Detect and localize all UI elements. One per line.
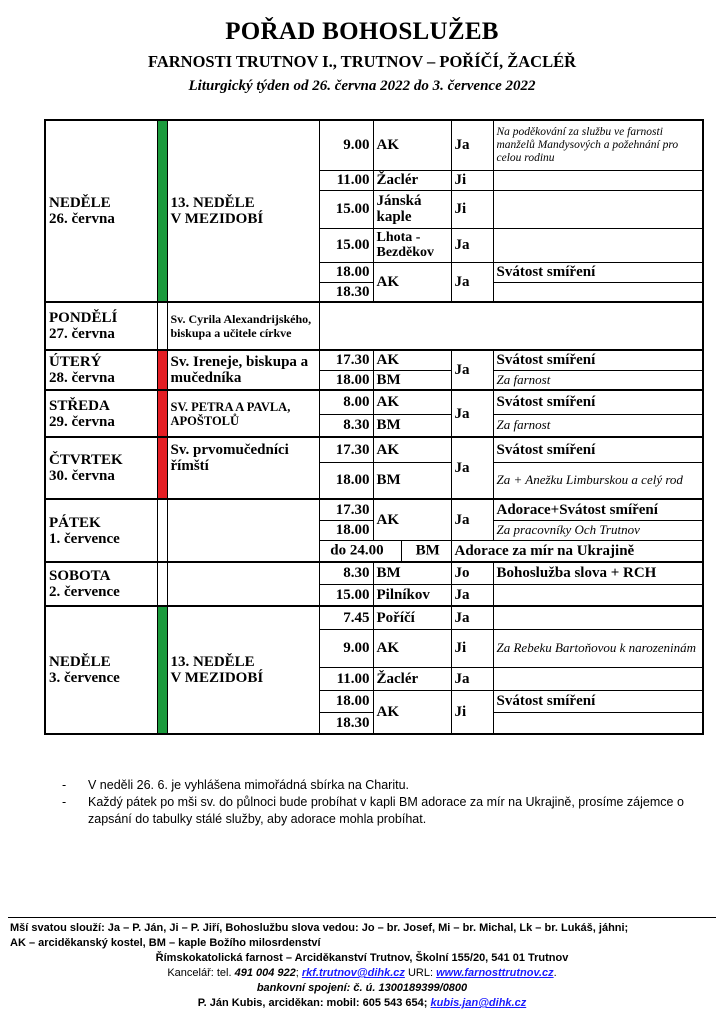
table-row <box>45 606 703 629</box>
day-cell: ČTVRTEK 30. června <box>45 437 157 499</box>
priest-cell: Ja <box>451 584 493 606</box>
time-cell: 18.00 <box>319 520 373 540</box>
liturgical-color <box>157 302 167 350</box>
time-cell: 17.30 <box>319 499 373 520</box>
intention-cell: Adorace+Svátost smíření <box>493 499 703 520</box>
time-cell: 18.00 <box>319 262 373 282</box>
feast-cell: Sv. prvomučedníci římští <box>167 437 319 499</box>
priest-cell: Ja <box>451 499 493 540</box>
footer-priest-contact: P. Ján Kubis, arciděkan: mobil: 605 543 654; kubis.jan@dihk.cz <box>197 997 527 1009</box>
liturgical-color <box>157 499 167 562</box>
place-cell: BM <box>373 562 451 584</box>
time-cell: 18.30 <box>319 282 373 302</box>
intention-cell: Za farnost <box>493 370 703 390</box>
intention-cell: Za pracovníky Och Trutnov <box>493 520 703 540</box>
place-cell: AK <box>373 690 451 734</box>
intention-cell: Za Rebeku Bartoňovou k narozeninám <box>493 629 703 667</box>
time-cell: 18.00 <box>319 462 373 499</box>
intention-cell: Adorace za mír na Ukrajině <box>451 540 703 562</box>
day-cell: SOBOTA 2. července <box>45 562 157 606</box>
feast-cell: SV. PETRA A PAVLA, APOŠTOLŮ <box>167 390 319 437</box>
feast-cell: 13. NEDĚLE V MEZIDOBÍ <box>167 606 319 734</box>
footer-office-contact: Kancelář: tel. 491 004 922; rkf.trutnov@dihk.cz URL: www.farnosttrutnov.cz. <box>167 967 557 979</box>
time-cell: 18.00 <box>319 690 373 712</box>
priest-cell: Jo <box>451 562 493 584</box>
place-cell: Žaclér <box>373 170 451 190</box>
announcements <box>62 777 712 828</box>
liturgical-color <box>157 606 167 734</box>
priest-cell: Ji <box>451 170 493 190</box>
day-cell: STŘEDA 29. června <box>45 390 157 437</box>
day-cell: NEDĚLE 3. července <box>45 606 157 734</box>
table-row <box>45 350 703 370</box>
intention-cell <box>493 170 703 190</box>
announcement-item: - V neděli 26. 6. je vyhlášena mimořádná sbírka na Charitu. <box>62 778 410 792</box>
time-cell: 7.45 <box>319 606 373 629</box>
place-cell: Žaclér <box>373 667 451 690</box>
page-subtitle: FARNOSTI TRUTNOV I., TRUTNOV – POŘÍČÍ, ŽACLÉŘ <box>147 52 576 71</box>
place-cell: BM <box>373 414 451 437</box>
liturgical-color <box>157 350 167 390</box>
place-cell: Poříčí <box>373 606 451 629</box>
liturgical-color <box>157 120 167 302</box>
feast-cell: Sv. Ireneje, biskupa a mučedníka <box>167 350 319 390</box>
place-cell: BM <box>373 370 451 390</box>
priest-cell: Ja <box>451 350 493 390</box>
time-cell: 8.30 <box>319 562 373 584</box>
intention-cell: Svátost smíření <box>493 350 703 370</box>
feast-cell <box>167 562 319 606</box>
intention-cell <box>493 282 703 302</box>
day-cell: PONDĚLÍ 27. června <box>45 302 157 350</box>
footer-legend-places: AK – arciděkanský kostel, BM – kaple Božího milosrdenství <box>10 937 321 949</box>
priest-cell: Ja <box>451 606 493 629</box>
announcement-item: - Každý pátek po mši sv. do půlnoci bude probíhat v kapli BM adorace za mír na Ukrajině, prosíme zájemce o zapsání do tabulky stálé služby, aby adorace mohla probíhat. <box>62 795 684 826</box>
priest-cell: Ja <box>451 437 493 499</box>
priest-email-link[interactable]: kubis.jan@dihk.cz <box>430 997 527 1009</box>
intention-cell <box>493 667 703 690</box>
footer-divider <box>8 917 716 918</box>
time-cell: do 24.00 BM <box>319 540 451 562</box>
intention-cell: Svátost smíření <box>493 390 703 414</box>
place-cell: AK <box>373 390 451 414</box>
time-cell: 15.00 <box>319 584 373 606</box>
time-cell: 8.00 <box>319 390 373 414</box>
time-cell: 18.30 <box>319 712 373 734</box>
day-cell: ÚTERÝ 28. června <box>45 350 157 390</box>
intention-cell <box>493 606 703 629</box>
liturgical-color <box>157 390 167 437</box>
time-cell: 15.00 <box>319 190 373 228</box>
place-cell: AK <box>373 262 451 302</box>
intention-cell: Bohoslužba slova + RCH <box>493 562 703 584</box>
priest-cell: Ji <box>451 690 493 734</box>
intention-cell <box>493 712 703 734</box>
intention-cell <box>493 190 703 228</box>
time-cell: 17.30 <box>319 350 373 370</box>
intention-cell: Za + Anežku Limburskou a celý rod <box>493 462 703 499</box>
time-cell: 9.00 <box>319 120 373 170</box>
liturgical-color <box>157 562 167 606</box>
priest-cell: Ja <box>451 228 493 262</box>
feast-cell <box>167 499 319 562</box>
place-cell: AK <box>373 499 451 540</box>
table-row <box>45 302 703 350</box>
place-cell: AK <box>373 629 451 667</box>
place-cell: AK <box>373 350 451 370</box>
priest-cell: Ja <box>451 262 493 302</box>
time-cell: 15.00 <box>319 228 373 262</box>
priest-cell: Ja <box>451 120 493 170</box>
place-cell: AK <box>373 437 451 462</box>
time-cell: 18.00 <box>319 370 373 390</box>
time-cell: 17.30 <box>319 437 373 462</box>
intention-cell <box>493 228 703 262</box>
priest-cell: Ja <box>451 667 493 690</box>
table-row <box>45 499 703 520</box>
day-cell: NEDĚLE 26. června <box>45 120 157 302</box>
footer <box>10 921 714 1011</box>
place-cell: Jánská kaple <box>373 190 451 228</box>
priest-cell: Ji <box>451 190 493 228</box>
intention-cell: Za farnost <box>493 414 703 437</box>
priest-cell: Ja <box>451 390 493 437</box>
footer-bank: bankovní spojení: č. ú. 1300189399/0800 <box>256 982 468 994</box>
table-row <box>45 562 703 584</box>
footer-parish-address: Římskokatolická farnost – Arciděkanství Trutnov, Školní 155/20, 541 01 Trutnov <box>155 952 569 964</box>
time-cell: 11.00 <box>319 667 373 690</box>
table-row <box>45 120 703 170</box>
place-cell: AK <box>373 120 451 170</box>
website-link[interactable]: www.farnosttrutnov.cz <box>436 967 554 979</box>
place-cell: BM <box>373 462 451 499</box>
empty-cell <box>319 302 703 350</box>
time-cell: 8.30 <box>319 414 373 437</box>
intention-cell: Na poděkování za službu ve farnosti manželů Mandysových a požehnání pro celou rodinu <box>493 120 703 170</box>
schedule-table <box>44 119 704 735</box>
priest-cell: Ji <box>451 629 493 667</box>
place-cell: Lhota - Bezděkov <box>373 228 451 262</box>
intention-cell: Svátost smíření <box>493 262 703 282</box>
day-cell: PÁTEK 1. července <box>45 499 157 562</box>
feast-cell: 13. NEDĚLE V MEZIDOBÍ <box>167 120 319 302</box>
feast-cell: Sv. Cyrila Alexandrijského, biskupa a učitele církve <box>167 302 319 350</box>
table-row <box>45 390 703 414</box>
office-email-link[interactable]: rkf.trutnov@dihk.cz <box>301 967 405 979</box>
intention-cell: Svátost smíření <box>493 690 703 712</box>
page-title: POŘAD BOHOSLUŽEB <box>225 18 499 45</box>
footer-legend-priests: Mší svatou slouží: Ja – P. Ján, Ji – P. Jiří, Bohoslužbu slova vedou: Jo – br. Josef, Mi – br. Michal, Lk – br. Lukáš, jáhni; <box>10 922 629 934</box>
table-row <box>45 437 703 462</box>
intention-cell: Svátost smíření <box>493 437 703 462</box>
place-cell: Pilníkov <box>373 584 451 606</box>
liturgical-color <box>157 437 167 499</box>
intention-cell <box>493 584 703 606</box>
time-cell: 9.00 <box>319 629 373 667</box>
liturgical-week: Liturgický týden od 26. června 2022 do 3. července 2022 <box>188 78 536 94</box>
time-cell: 11.00 <box>319 170 373 190</box>
